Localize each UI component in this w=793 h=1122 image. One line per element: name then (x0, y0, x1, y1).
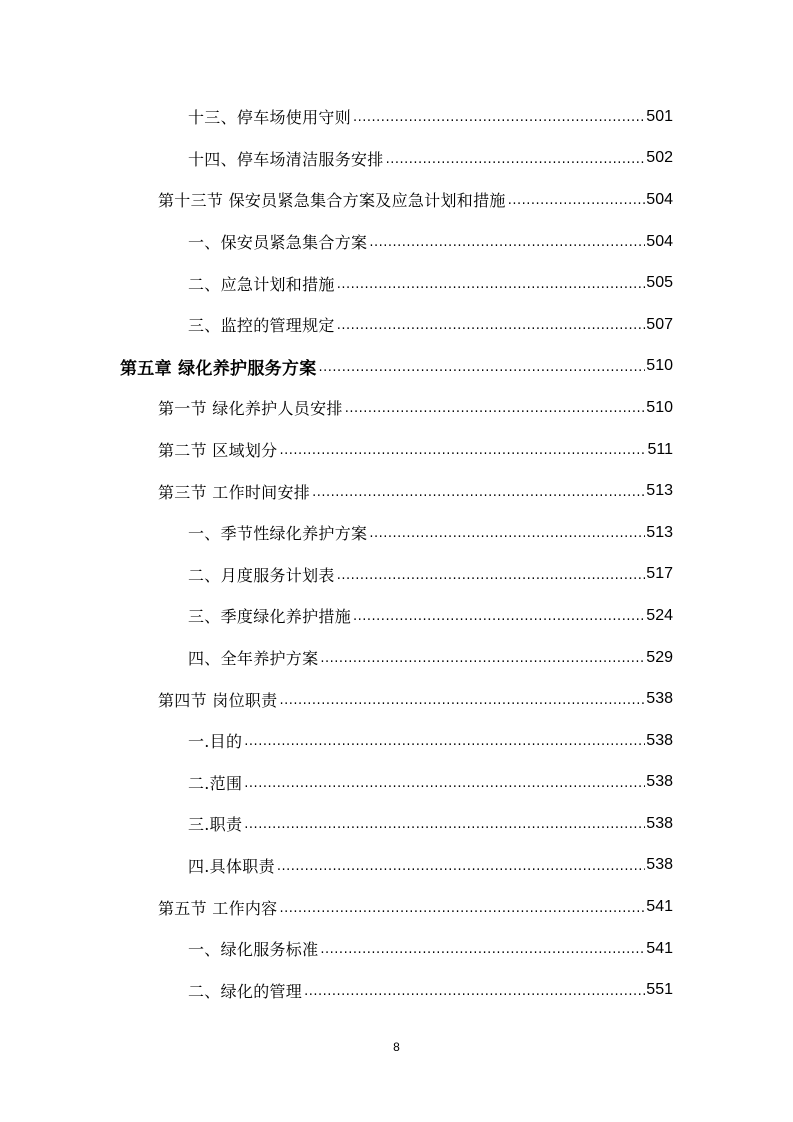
toc-dot-leader (386, 152, 646, 167)
toc-dot-leader (244, 734, 645, 749)
toc-dot-leader (353, 110, 645, 125)
toc-entry[interactable] (0, 678, 793, 720)
toc-entry-title: 第二节 区域划分 (158, 441, 278, 461)
toc-chapter-entry[interactable] (0, 346, 793, 388)
toc-entry[interactable] (0, 512, 793, 554)
toc-entry-page: 551 (646, 981, 673, 999)
toc-entry[interactable] (0, 928, 793, 970)
toc-entry-title: 一、绿化服务标准 (188, 940, 319, 960)
toc-dot-leader (337, 277, 646, 292)
toc-dot-leader (280, 901, 646, 916)
toc-entry[interactable] (0, 262, 793, 304)
toc-entry-title: 一、保安员紧急集合方案 (188, 233, 368, 253)
toc-entry-page: 538 (646, 814, 673, 832)
toc-dot-leader (508, 193, 646, 208)
toc-dot-leader (320, 942, 645, 957)
toc-entry-title: 十三、停车场使用守则 (188, 108, 352, 128)
toc-entry-page: 538 (646, 731, 673, 749)
toc-entry-page: 529 (646, 648, 673, 666)
toc-entry-title: 第十三节 保安员紧急集合方案及应急计划和措施 (158, 191, 506, 211)
toc-entry[interactable] (0, 720, 793, 762)
toc-entry-page: 507 (646, 315, 673, 333)
toc-dot-leader (369, 235, 645, 250)
toc-dot-leader (244, 817, 645, 832)
toc-dot-leader (280, 443, 647, 458)
toc-entry-title: 二.范围 (188, 773, 243, 793)
toc-entry[interactable] (0, 429, 793, 471)
toc-entry-title: 三、监控的管理规定 (188, 316, 335, 336)
toc-entry-title: 二、月度服务计划表 (188, 565, 335, 585)
toc-entry-page: 504 (646, 232, 673, 250)
toc-entry[interactable] (0, 138, 793, 180)
toc-entry-title: 四、全年养护方案 (188, 649, 319, 669)
table-of-contents (0, 96, 793, 1011)
toc-entry-title: 二、应急计划和措施 (188, 274, 335, 294)
toc-entry-page: 524 (646, 606, 673, 624)
toc-dot-leader (337, 568, 646, 583)
toc-entry-page: 502 (646, 149, 673, 167)
toc-entry-page: 510 (646, 357, 673, 375)
toc-entry-title: 二、绿化的管理 (188, 981, 303, 1001)
toc-dot-leader (244, 776, 645, 791)
toc-entry-page: 538 (646, 773, 673, 791)
toc-entry[interactable] (0, 969, 793, 1011)
toc-entry-page: 504 (646, 190, 673, 208)
toc-dot-leader (345, 401, 646, 416)
toc-entry-page: 505 (646, 274, 673, 292)
toc-entry[interactable] (0, 470, 793, 512)
toc-dot-leader (337, 318, 646, 333)
toc-dot-leader (320, 651, 645, 666)
toc-entry-title: 第三节 工作时间安排 (158, 482, 311, 502)
toc-dot-leader (277, 859, 645, 874)
toc-entry-page: 541 (646, 898, 673, 916)
toc-dot-leader (312, 485, 645, 500)
toc-entry[interactable] (0, 845, 793, 887)
toc-entry-title: 三.职责 (188, 815, 243, 835)
toc-entry-page: 513 (646, 523, 673, 541)
toc-entry-title: 第四节 岗位职责 (158, 690, 278, 710)
toc-entry[interactable] (0, 221, 793, 263)
toc-entry-title: 一.目的 (188, 732, 243, 752)
toc-entry-page: 538 (646, 690, 673, 708)
page-number: 8 (393, 1040, 400, 1054)
toc-dot-leader (369, 526, 645, 541)
toc-entry[interactable] (0, 803, 793, 845)
toc-entry-page: 510 (646, 398, 673, 416)
toc-entry[interactable] (0, 595, 793, 637)
toc-dot-leader (280, 693, 646, 708)
toc-dot-leader (304, 984, 645, 999)
toc-entry-title: 四.具体职责 (188, 856, 275, 876)
toc-entry-page: 538 (646, 856, 673, 874)
toc-entry[interactable] (0, 304, 793, 346)
toc-entry[interactable] (0, 179, 793, 221)
toc-dot-leader (319, 360, 646, 375)
toc-entry-page: 511 (647, 440, 673, 458)
toc-entry-title: 第一节 绿化养护人员安排 (158, 399, 343, 419)
toc-entry-title: 第五节 工作内容 (158, 898, 278, 918)
toc-entry-title: 第五章 绿化养护服务方案 (120, 358, 317, 379)
toc-entry-page: 541 (646, 939, 673, 957)
toc-entry-page: 513 (646, 482, 673, 500)
toc-entry-page: 501 (646, 107, 673, 125)
toc-entry[interactable] (0, 387, 793, 429)
toc-dot-leader (353, 609, 645, 624)
toc-entry-title: 一、季节性绿化养护方案 (188, 524, 368, 544)
toc-entry[interactable] (0, 762, 793, 804)
toc-entry[interactable] (0, 637, 793, 679)
toc-entry[interactable] (0, 886, 793, 928)
toc-entry-page: 517 (646, 565, 673, 583)
toc-entry[interactable] (0, 554, 793, 596)
toc-entry-title: 三、季度绿化养护措施 (188, 607, 352, 627)
toc-entry[interactable] (0, 96, 793, 138)
toc-entry-title: 十四、停车场清洁服务安排 (188, 149, 384, 169)
